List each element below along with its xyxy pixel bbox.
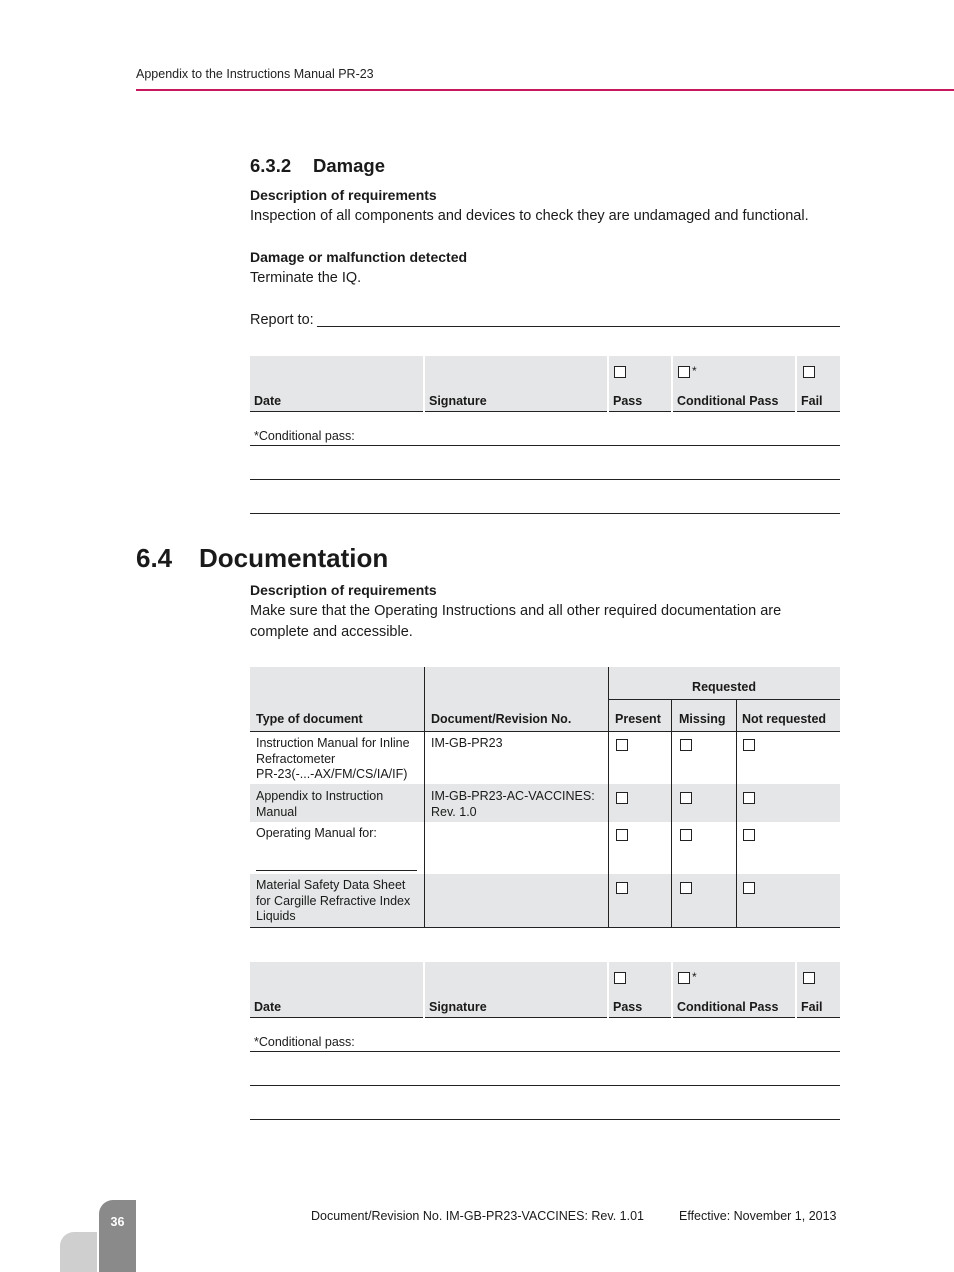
- requirements-label: Description of requirements: [250, 187, 437, 203]
- cell-line: IM-GB-PR23: [431, 736, 503, 750]
- fail-checkbox[interactable]: [803, 972, 815, 984]
- pass-checkbox[interactable]: [614, 972, 626, 984]
- page-tab: [99, 1200, 136, 1272]
- date-label: Date: [254, 1000, 282, 1014]
- conditional-pass-note: *Conditional pass:: [254, 429, 355, 443]
- page-tab-decoration: [60, 1232, 97, 1272]
- requested-header: Requested: [692, 680, 756, 694]
- note-line[interactable]: [250, 513, 840, 514]
- date-label: Date: [254, 394, 282, 408]
- section-number: 6.3.2: [250, 155, 292, 176]
- table-cell-type: [256, 789, 383, 820]
- operating-manual-input-line[interactable]: [256, 870, 417, 871]
- missing-checkbox[interactable]: [680, 792, 692, 804]
- requirements-text: Make sure that the Operating Instructions and all other required documentation are complete and accessible.: [250, 603, 782, 640]
- pass-label: Pass: [613, 1000, 643, 1014]
- cell-line: Rev. 1.0: [431, 804, 477, 819]
- requirements-text: Inspection of all components and devices to check they are undamaged and functional.: [250, 208, 809, 224]
- requested-rule: [608, 699, 840, 700]
- table-bottom-rule: [250, 927, 840, 928]
- cell-line: IM-GB-PR23-AC-VACCINES:: [431, 789, 595, 803]
- present-checkbox[interactable]: [616, 829, 628, 841]
- section-number: 6.4: [136, 543, 173, 573]
- note-line[interactable]: [250, 479, 840, 480]
- column-divider: [736, 699, 737, 927]
- page-number: 36: [110, 1215, 125, 1229]
- conditional-pass-cell: [673, 356, 795, 412]
- section-heading-documentation: [136, 543, 388, 574]
- column-divider: [671, 699, 672, 927]
- signature-cell[interactable]: [425, 356, 607, 412]
- fail-label: Fail: [801, 1000, 823, 1014]
- conditional-pass-checkbox[interactable]: [678, 366, 690, 378]
- running-header: Appendix to the Instructions Manual PR-23: [136, 67, 374, 81]
- missing-checkbox[interactable]: [680, 739, 692, 751]
- table-cell-type: [256, 826, 377, 842]
- fail-checkbox[interactable]: [803, 366, 815, 378]
- asterisk: *: [692, 364, 697, 378]
- not-requested-checkbox[interactable]: [743, 792, 755, 804]
- conditional-pass-checkbox[interactable]: [678, 972, 690, 984]
- col-present-header: Present: [615, 712, 661, 726]
- table-cell-revision: [431, 736, 503, 752]
- section-heading-damage: [250, 155, 385, 177]
- cell-line: Liquids: [256, 909, 296, 923]
- signature-table: [250, 356, 840, 412]
- date-cell[interactable]: [250, 962, 423, 1018]
- date-cell[interactable]: [250, 356, 423, 412]
- table-cell-type: [256, 878, 410, 925]
- asterisk: *: [692, 970, 697, 984]
- conditional-pass-note: *Conditional pass:: [254, 1035, 355, 1049]
- cell-line: Operating Manual for:: [256, 826, 377, 840]
- col-missing-header: Missing: [679, 712, 726, 726]
- pass-cell: [609, 356, 671, 412]
- missing-checkbox[interactable]: [680, 829, 692, 841]
- table-cell-revision: [431, 789, 595, 820]
- pass-cell: [609, 962, 671, 1018]
- col-revision-header: Document/Revision No.: [431, 712, 572, 726]
- cell-line: for Cargille Refractive Index: [256, 893, 411, 908]
- signature-label: Signature: [429, 394, 487, 408]
- fail-cell: [797, 962, 840, 1018]
- not-requested-checkbox[interactable]: [743, 882, 755, 894]
- cell-line: Refractometer: [256, 751, 336, 766]
- cell-line: PR-23(-...-AX/FM/CS/IA/IF): [256, 767, 408, 781]
- cell-line: Instruction Manual for Inline: [256, 736, 410, 750]
- section-title: Documentation: [199, 543, 389, 573]
- conditional-pass-cell: [673, 962, 795, 1018]
- not-requested-checkbox[interactable]: [743, 739, 755, 751]
- damage-detected-text: Terminate the IQ.: [250, 270, 362, 286]
- present-checkbox[interactable]: [616, 882, 628, 894]
- col-not-requested-header: Not requested: [742, 712, 827, 726]
- report-to-label: Report to:: [250, 312, 314, 328]
- signature-cell[interactable]: [425, 962, 607, 1018]
- header-rule: [136, 89, 954, 91]
- conditional-pass-label: Conditional Pass: [677, 394, 779, 408]
- note-line[interactable]: [250, 1051, 840, 1052]
- note-line[interactable]: [250, 445, 840, 446]
- footer-doc-revision: Document/Revision No. IM-GB-PR23-VACCINES: Rev. 1.01: [311, 1209, 644, 1223]
- fail-label: Fail: [801, 394, 823, 408]
- cell-line: Material Safety Data Sheet: [256, 878, 406, 892]
- signature-table: [250, 962, 840, 1018]
- section-title: Damage: [313, 155, 385, 176]
- not-requested-checkbox[interactable]: [743, 829, 755, 841]
- damage-detected-label: Damage or malfunction detected: [250, 249, 468, 265]
- footer-effective-date: Effective: November 1, 2013: [679, 1209, 837, 1223]
- col-type-header: Type of document: [256, 712, 363, 726]
- header-rule: [250, 731, 840, 732]
- pass-checkbox[interactable]: [614, 366, 626, 378]
- cell-line: Manual: [256, 804, 297, 819]
- fail-cell: [797, 356, 840, 412]
- cell-line: Appendix to Instruction: [256, 789, 384, 803]
- column-divider: [608, 667, 609, 927]
- note-line[interactable]: [250, 1085, 840, 1086]
- conditional-pass-label: Conditional Pass: [677, 1000, 779, 1014]
- requirements-label: Description of requirements: [250, 582, 437, 598]
- present-checkbox[interactable]: [616, 792, 628, 804]
- pass-label: Pass: [613, 394, 643, 408]
- table-cell-type: [256, 736, 410, 783]
- note-line[interactable]: [250, 1119, 840, 1120]
- present-checkbox[interactable]: [616, 739, 628, 751]
- report-to-field[interactable]: [317, 326, 840, 327]
- signature-label: Signature: [429, 1000, 487, 1014]
- column-divider: [424, 667, 425, 927]
- missing-checkbox[interactable]: [680, 882, 692, 894]
